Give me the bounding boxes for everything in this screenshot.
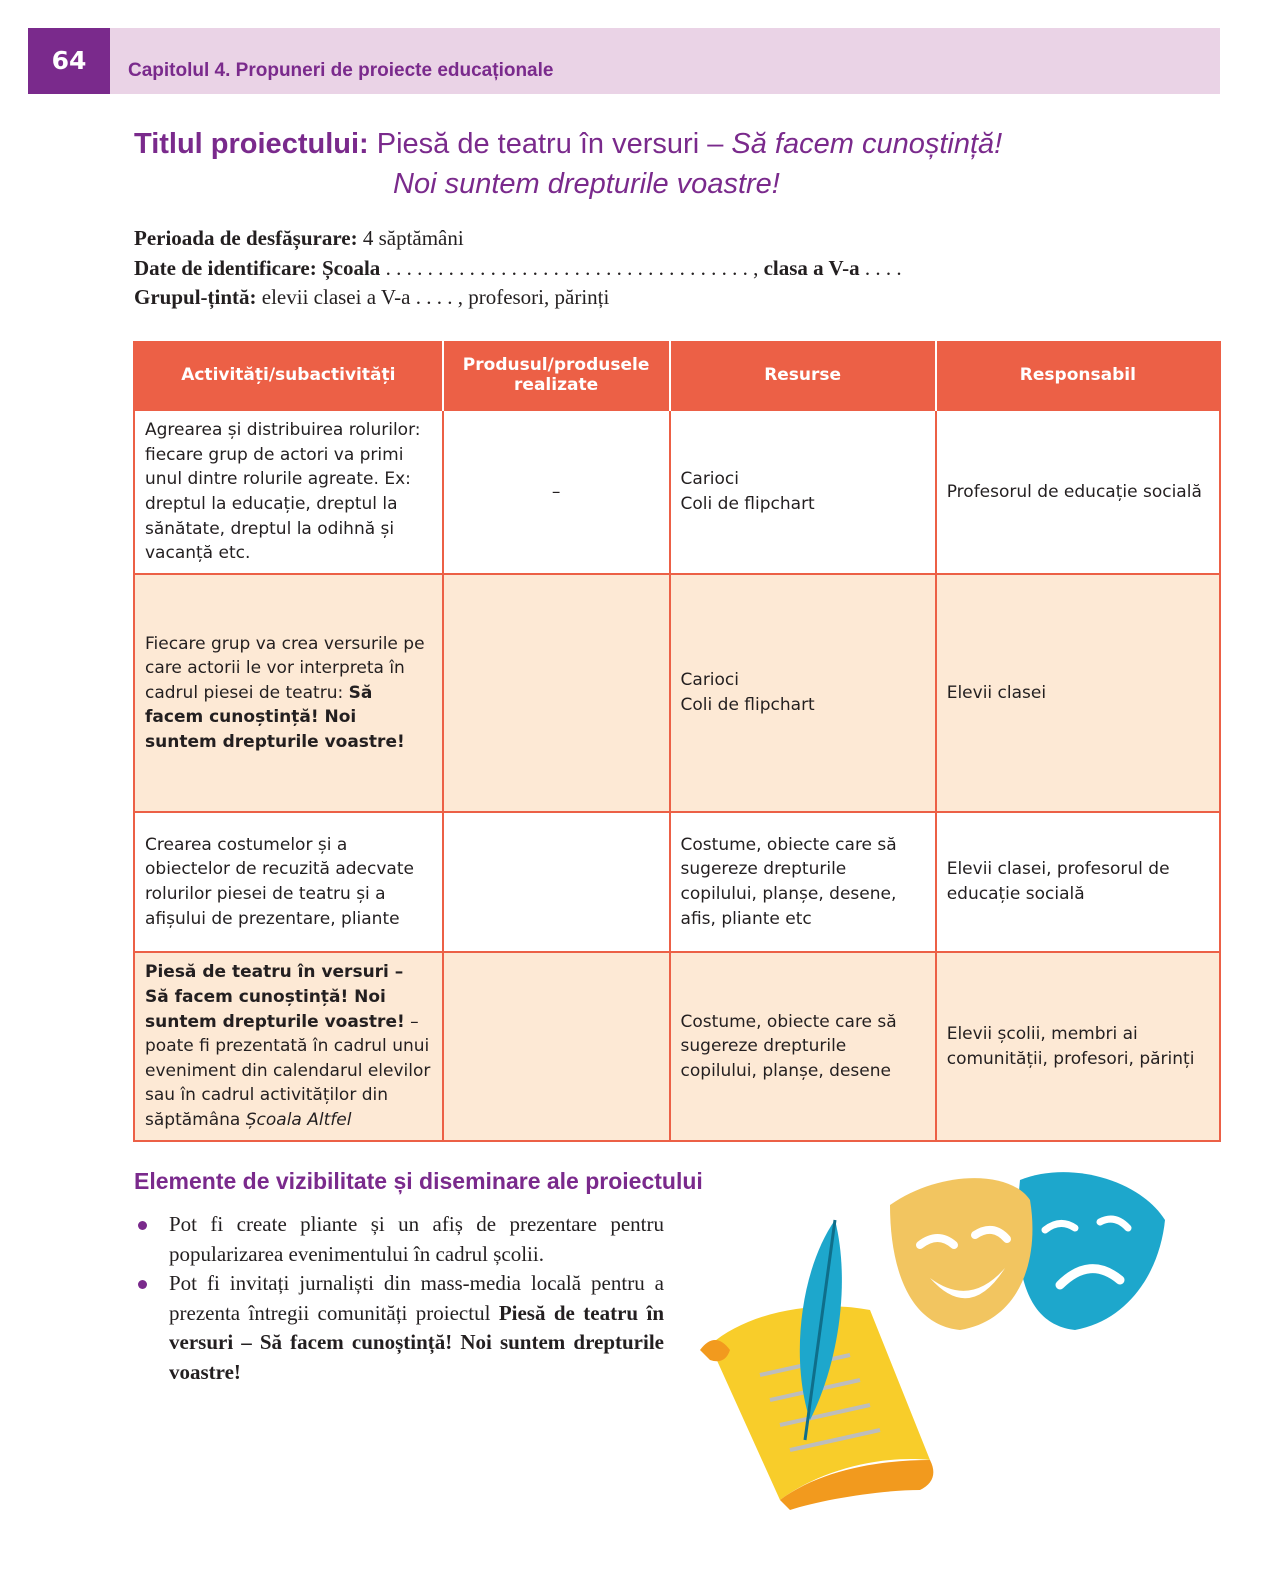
identification-label: Date de identificare: Școala [134,255,381,280]
activity-cell: Agrearea și distribuirea rolurilor: fiecare grup de actori va primi unul dintre rolurile agreate. Ex: dreptul la educație, dreptul la sănătate, dreptul la odihnă și vacanță etc. [134,410,443,574]
project-info [134,224,902,313]
target-group-label: Grupul-țintă: [134,285,257,309]
period-value: 4 săptămâni [357,226,464,250]
bullet-icon [138,1221,147,1230]
responsible-cell: Elevii clasei [936,574,1220,812]
resource-item: Coli de flipchart [680,695,815,715]
bullet-icon [138,1280,147,1289]
page-number: 64 [28,28,110,94]
period-label: Perioada de desfășurare: [134,226,358,250]
project-title-text: Piesă de teatru în versuri – [376,128,732,160]
product-cell [443,952,670,1141]
project-title-italic-1: Să facem cunoștință! [731,128,1003,160]
header-activities: Activități/subactivități [134,341,443,410]
header-resources: Resurse [670,341,936,410]
resource-item: Carioci [680,469,740,490]
responsible-cell: Elevii școlii, membri ai comunității, profesori, părinți [936,952,1220,1141]
resource-item: Coli de flipchart [680,494,815,514]
resources-cell: Costume, obiecte care să sugereze drepturile copilului, planșe, desene, afis, pliante etc [670,812,936,952]
resource-item: Carioci [680,670,740,691]
class-label: clasa a V-a [758,255,860,280]
header-responsible: Responsabil [936,341,1220,410]
product-cell [443,812,670,952]
product-cell [443,574,670,812]
identification-line [134,254,902,284]
table-row [134,952,1220,1141]
table-row [134,574,1220,812]
visibility-list [134,1210,664,1387]
target-group-value: elevii clasei a V-a . . . . , profesori, părinți [256,285,610,309]
activity-italic-text: Școala Altfel [245,1109,352,1130]
list-item [134,1269,664,1387]
chapter-title: Capitolul 4. Propuneri de proiecte educaționale [128,60,554,81]
product-cell: – [443,410,670,574]
table-row [134,410,1220,574]
bullet-bold-text: Piesă de teatru în versuri – Să facem cunoștință! Noi suntem drepturile voastre! [169,1300,665,1384]
target-group-line [134,283,902,313]
activities-table [133,341,1221,1142]
resources-cell [670,574,936,812]
responsible-cell: Elevii clasei, profesorul de educație socială [936,812,1220,952]
resources-cell: Costume, obiecte care să sugereze drepturile copilului, planșe, desene [670,952,936,1141]
class-placeholder: . . . . [859,255,902,280]
activity-text: – poate fi prezentată în cadrul unui eveniment din calendarul elevilor sau în cadrul activităților din săptămâna [145,1011,431,1130]
project-title-italic-2: Noi suntem drepturile voastre! [393,168,780,200]
theatre-masks-icon [890,1172,1165,1330]
list-item [134,1210,664,1269]
activity-cell [134,952,443,1141]
theatre-illustration [690,1160,1190,1520]
responsible-cell: Profesorul de educație socială [936,410,1220,574]
project-title [134,124,1003,200]
bullet-text: Pot fi create pliante și un afiș de prezentare pentru popularizarea evenimentului în cadrul școlii. [169,1212,664,1266]
resources-cell [670,410,936,574]
visibility-section-title: Elemente de vizibilitate și diseminare ale proiectului [134,1168,703,1194]
activity-bold-text: Piesă de teatru în versuri – Să facem cunoștință! Noi suntem drepturile voastre! [145,962,405,1032]
school-placeholder: . . . . . . . . . . . . . . . . . . . . . . . . . . . . . . . . . . . , [380,255,759,280]
project-title-label: Titlul proiectului: [134,128,369,160]
table-header-row [134,341,1220,410]
bullet-text: Pot fi invitați jurnaliști din mass-media locală pentru a prezenta întregii comunități proiectul [169,1271,664,1325]
activity-text: Fiecare grup va crea versurile pe care actorii le vor interpreta în cadrul piesei de teatru: [145,633,425,703]
header-products: Produsul/produsele realizate [443,341,670,410]
activity-cell [134,574,443,812]
period-line [134,224,902,254]
table-row [134,812,1220,952]
activity-cell: Crearea costumelor și a obiectelor de recuzită adecvate rolurilor piesei de teatru și a afișului de prezentare, pliante [134,812,443,952]
activity-bold-text: Să facem cunoștință! Noi suntem drepturile voastre! [145,682,405,752]
